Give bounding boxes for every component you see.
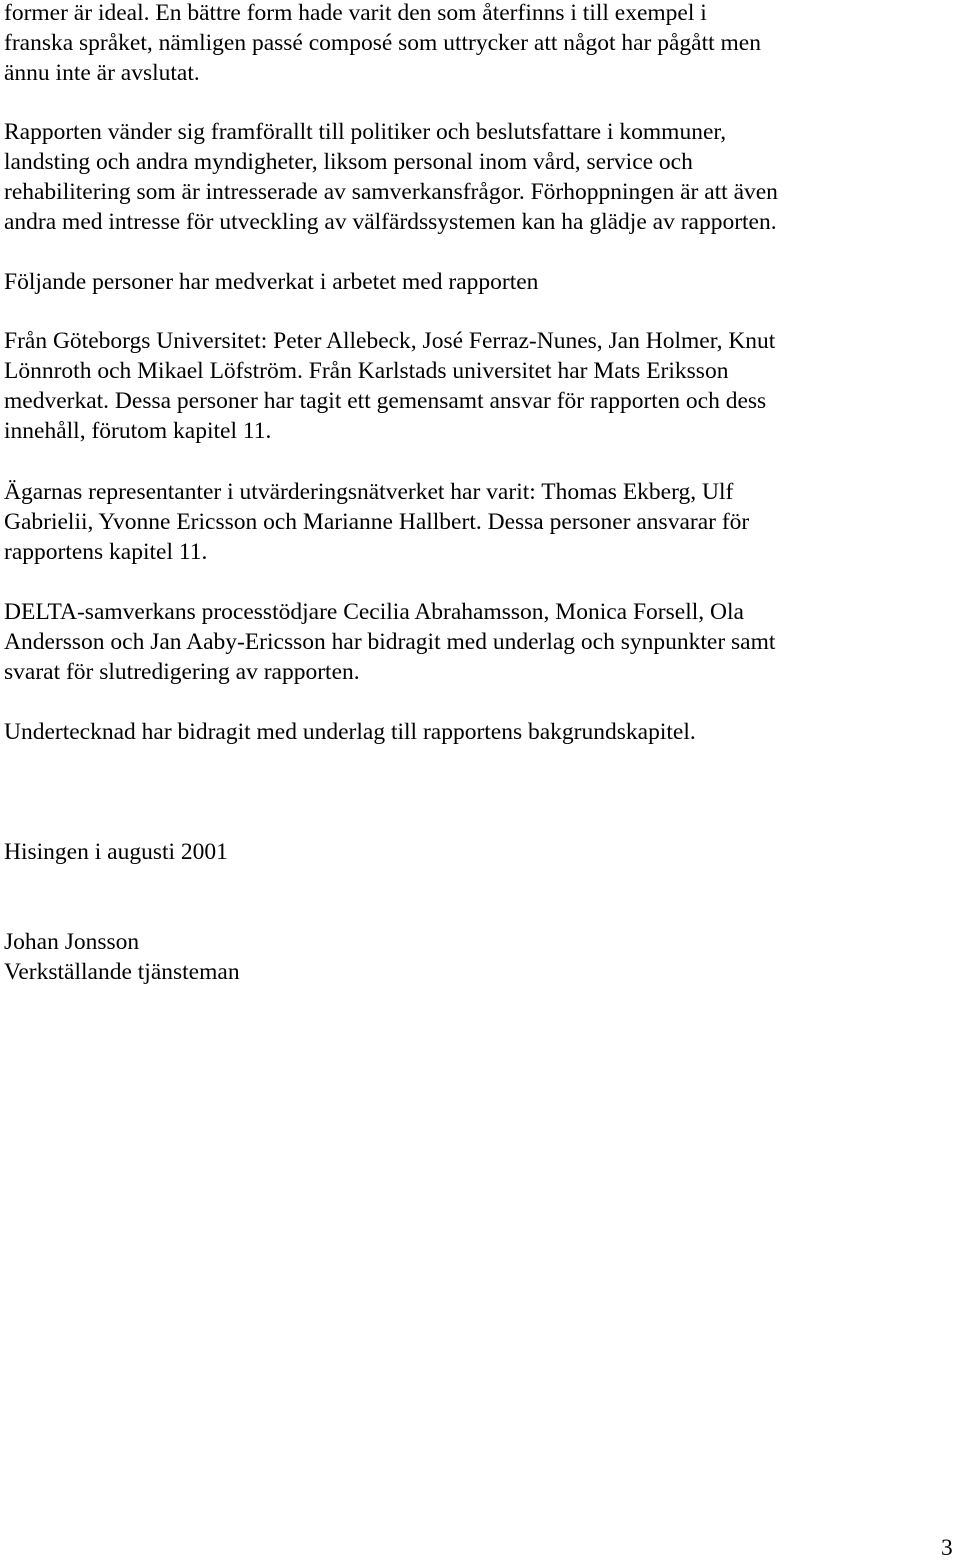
text-line: Följande personer har medverkat i arbetet med rapporten — [4, 269, 539, 295]
text-line: ännu inte är avslutat. — [4, 60, 200, 86]
text-line: DELTA-samverkans processtödjare Cecilia Abrahamsson, Monica Forsell, Ola — [4, 599, 744, 625]
text-line: Andersson och Jan Aaby-Ericsson har bidragit med underlag och synpunkter samt — [4, 629, 776, 655]
paragraph-tense-note — [4, 0, 761, 88]
text-line: former är ideal. En bättre form hade varit den som återfinns i till exempel i — [4, 0, 707, 26]
text-line: Hisingen i augusti 2001 — [4, 839, 228, 865]
paragraph-audience — [4, 117, 778, 237]
paragraph-contributors-intro — [4, 267, 538, 297]
text-line: landsting och andra myndigheter, liksom personal inom vård, service och — [4, 149, 693, 175]
text-line: svarat för slutredigering av rapporten. — [4, 659, 360, 685]
paragraph-process-supporters — [4, 597, 775, 687]
text-line: Ägarnas representanter i utvärderingsnätverket har varit: Thomas Ekberg, Ulf — [4, 479, 734, 505]
signature-block — [4, 927, 240, 987]
paragraph-university-contributors — [4, 326, 775, 446]
text-line: Gabrielii, Yvonne Ericsson och Marianne Hallbert. Dessa personer ansvarar för — [4, 509, 750, 535]
paragraph-owner-representatives — [4, 477, 749, 567]
text-line: innehåll, förutom kapitel 11. — [4, 418, 272, 444]
place-and-date — [4, 837, 228, 867]
page-number: 3 — [941, 1535, 953, 1561]
text-line: Lönnroth och Mikael Löfström. Från Karlstads universitet har Mats Eriksson — [4, 358, 729, 384]
text-line: franska språket, nämligen passé composé som uttrycker att något har pågått men — [4, 30, 761, 56]
text-line: rehabilitering som är intresserade av samverkansfrågor. Förhoppningen är att även — [4, 179, 778, 205]
text-line: andra med intresse för utveckling av välfärdssystemen kan ha glädje av rapporten. — [4, 209, 777, 235]
text-line: medverkat. Dessa personer har tagit ett gemensamt ansvar för rapporten och dess — [4, 388, 767, 414]
text-line: Från Göteborgs Universitet: Peter Allebeck, José Ferraz-Nunes, Jan Holmer, Knut — [4, 328, 776, 354]
signatory-name: Johan Jonsson — [4, 929, 140, 955]
text-line: Rapporten vänder sig framförallt till politiker och beslutsfattare i kommuner, — [4, 119, 727, 145]
text-line: Undertecknad har bidragit med underlag till rapportens bakgrundskapitel. — [4, 719, 696, 745]
text-line: rapportens kapitel 11. — [4, 539, 208, 565]
paragraph-signatory-contribution — [4, 717, 696, 747]
signatory-title: Verkställande tjänsteman — [4, 959, 240, 985]
